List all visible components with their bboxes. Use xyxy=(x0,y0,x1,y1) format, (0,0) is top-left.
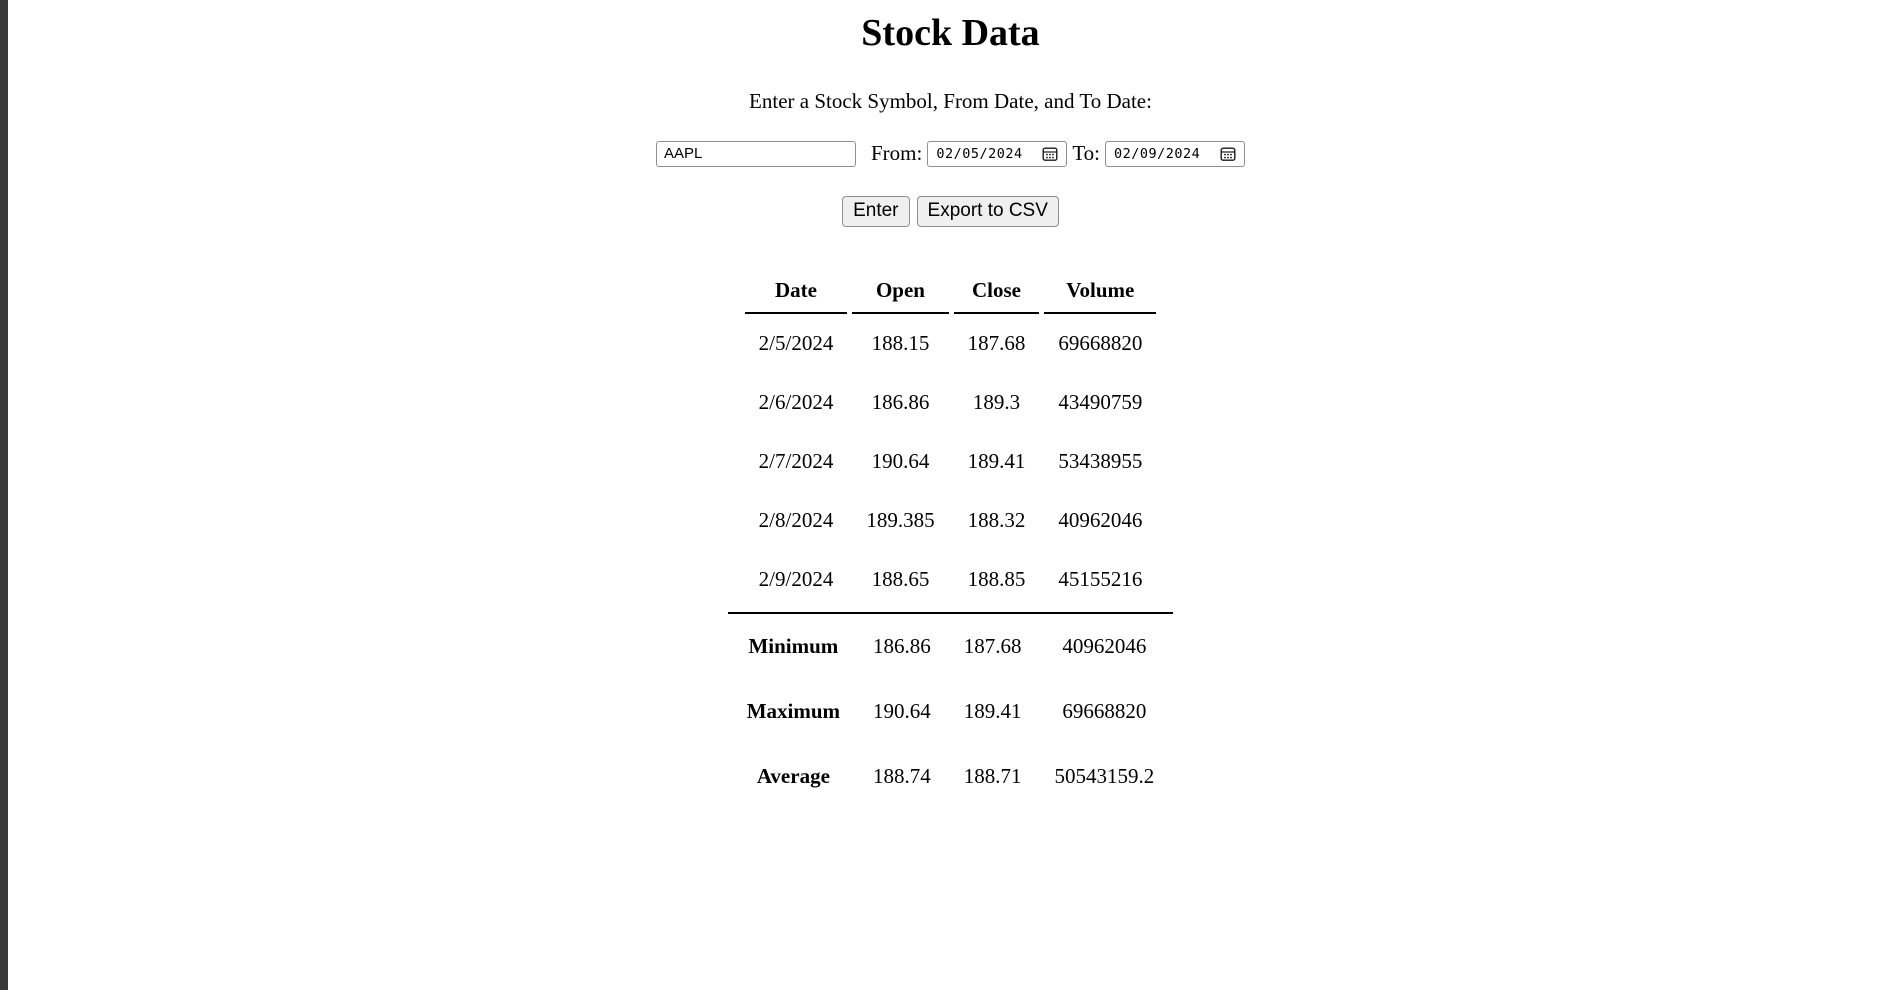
open-cell: 189.385 xyxy=(866,507,935,532)
summary-close-cell: 188.71 xyxy=(963,763,1022,788)
summary-row xyxy=(733,744,1169,809)
close-cell: 188.85 xyxy=(967,566,1026,591)
summary-open-cell: 186.86 xyxy=(873,633,931,658)
from-date-input[interactable] xyxy=(927,141,1067,167)
stock-table xyxy=(740,274,1162,609)
instruction-text: Enter a Stock Symbol, From Date, and To Date: xyxy=(749,88,1152,113)
close-cell: 188.32 xyxy=(967,507,1026,532)
date-cell: 2/8/2024 xyxy=(758,507,834,532)
date-cell: 2/6/2024 xyxy=(758,389,834,414)
window-edge-bar xyxy=(0,0,8,990)
volume-cell: 69668820 xyxy=(1058,330,1143,355)
open-cell: 186.86 xyxy=(871,389,930,414)
summary-volume-cell: 50543159.2 xyxy=(1054,763,1155,788)
open-cell: 188.65 xyxy=(871,566,930,591)
column-header-close: Close xyxy=(954,274,1040,314)
summary-open-cell: 188.74 xyxy=(873,763,931,788)
table-row xyxy=(745,314,1157,373)
volume-cell: 45155216 xyxy=(1058,566,1143,591)
column-header-date: Date xyxy=(745,274,848,314)
open-cell: 190.64 xyxy=(871,448,930,473)
volume-cell: 43490759 xyxy=(1058,389,1143,414)
from-date-value: 02/05/2024 xyxy=(936,145,1023,162)
summary-label: Minimum xyxy=(748,633,839,658)
to-label: To: xyxy=(1072,141,1101,166)
to-date-value: 02/09/2024 xyxy=(1114,145,1201,162)
table-row xyxy=(745,432,1157,491)
table-row xyxy=(745,491,1157,550)
close-cell: 189.41 xyxy=(967,448,1026,473)
summary-row xyxy=(733,614,1169,679)
summary-table xyxy=(728,612,1174,809)
summary-open-cell: 190.64 xyxy=(873,698,931,723)
date-cell: 2/9/2024 xyxy=(758,566,834,591)
symbol-input[interactable] xyxy=(656,141,856,167)
calendar-icon[interactable] xyxy=(1042,146,1058,162)
summary-close-cell: 189.41 xyxy=(963,698,1022,723)
summary-close-cell: 187.68 xyxy=(963,633,1022,658)
stock-data-page xyxy=(10,0,1891,809)
summary-label: Average xyxy=(756,763,830,788)
to-date-input[interactable] xyxy=(1105,141,1245,167)
close-cell: 189.3 xyxy=(972,389,1021,414)
date-cell: 2/7/2024 xyxy=(758,448,834,473)
table-row xyxy=(745,550,1157,609)
page-title: Stock Data xyxy=(861,12,1040,54)
table-row xyxy=(745,373,1157,432)
volume-cell: 40962046 xyxy=(1058,507,1143,532)
volume-cell: 53438955 xyxy=(1058,448,1143,473)
open-cell: 188.15 xyxy=(871,330,930,355)
from-label: From: xyxy=(870,141,923,166)
column-header-open: Open xyxy=(852,274,948,314)
close-cell: 187.68 xyxy=(967,330,1026,355)
enter-button[interactable]: Enter xyxy=(842,196,909,227)
date-cell: 2/5/2024 xyxy=(758,330,834,355)
calendar-icon[interactable] xyxy=(1220,146,1236,162)
summary-volume-cell: 69668820 xyxy=(1062,698,1147,723)
query-form xyxy=(10,141,1891,167)
export-csv-button[interactable]: Export to CSV xyxy=(917,196,1059,227)
summary-label: Maximum xyxy=(746,698,841,723)
header-row xyxy=(745,274,1157,314)
summary-row xyxy=(733,679,1169,744)
column-header-volume: Volume xyxy=(1044,274,1156,314)
action-buttons xyxy=(10,196,1891,227)
summary-volume-cell: 40962046 xyxy=(1062,633,1147,658)
